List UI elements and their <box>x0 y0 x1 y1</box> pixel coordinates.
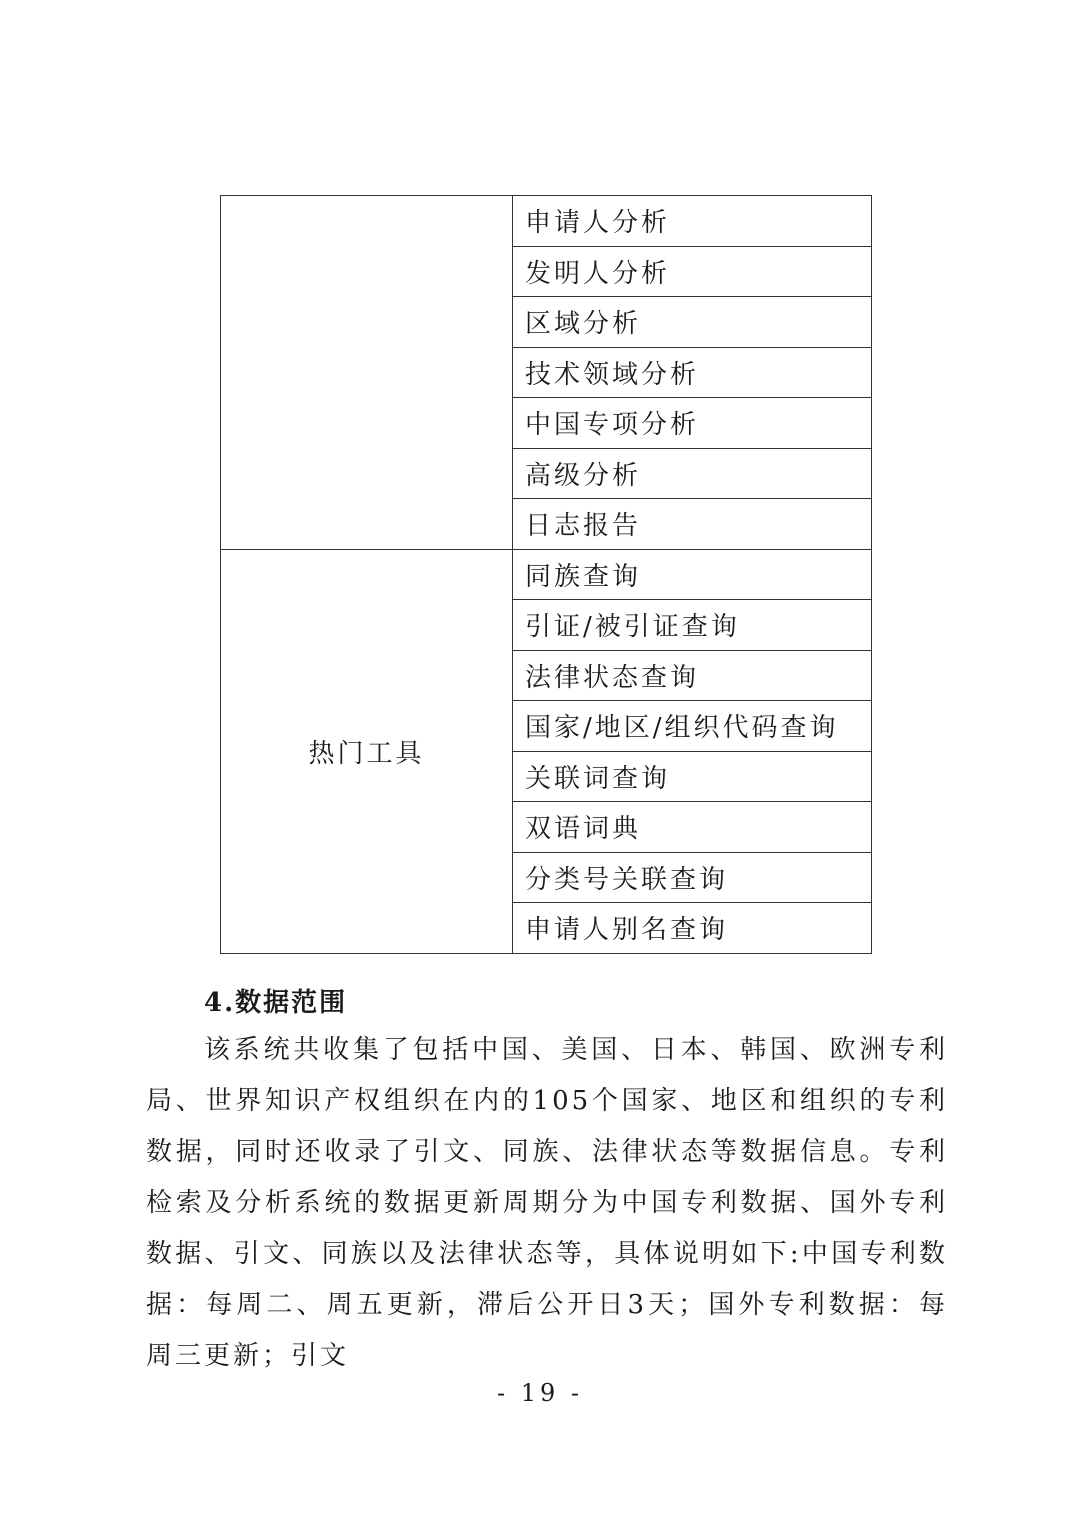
table-item: 法律状态查询 <box>513 650 872 701</box>
category-cell-hot-tools: 热门工具 <box>221 549 513 953</box>
table-item: 分类号关联查询 <box>513 852 872 903</box>
table-item: 高级分析 <box>513 448 872 499</box>
table-item: 技术领域分析 <box>513 347 872 398</box>
page-number: - 19 - <box>496 1379 583 1407</box>
table-item: 双语词典 <box>513 802 872 853</box>
table-item: 同族查询 <box>513 549 872 600</box>
body-paragraph: 该系统共收集了包括中国、美国、日本、韩国、欧洲专利局、世界知识产权组织在内的105个国家、地区和组织的专利数据，同时还收录了引文、同族、法律状态等数据信息。专利检索及分析系统的数据更新周期分为中国专利数据、国外专利数据、引文、同族以及法律状态等，具体说明如下:中国专利数据：每周二、周五更新，滞后公开日3天；国外专利数据：每周三更新；引文 <box>146 1035 948 1371</box>
table-item: 中国专项分析 <box>513 398 872 449</box>
table-item: 申请人分析 <box>513 196 872 247</box>
table-item: 日志报告 <box>513 499 872 550</box>
feature-table <box>220 195 872 954</box>
section-heading: 4.数据范围 <box>204 988 348 1018</box>
table-row <box>221 196 872 247</box>
table-item: 引证/被引证查询 <box>513 600 872 651</box>
table-item: 国家/地区/组织代码查询 <box>513 701 872 752</box>
table-item: 关联词查询 <box>513 751 872 802</box>
table-row <box>221 549 872 600</box>
category-cell-analysis <box>221 196 513 550</box>
table-item: 区域分析 <box>513 297 872 348</box>
table-item: 申请人别名查询 <box>513 903 872 954</box>
table-item: 发明人分析 <box>513 246 872 297</box>
